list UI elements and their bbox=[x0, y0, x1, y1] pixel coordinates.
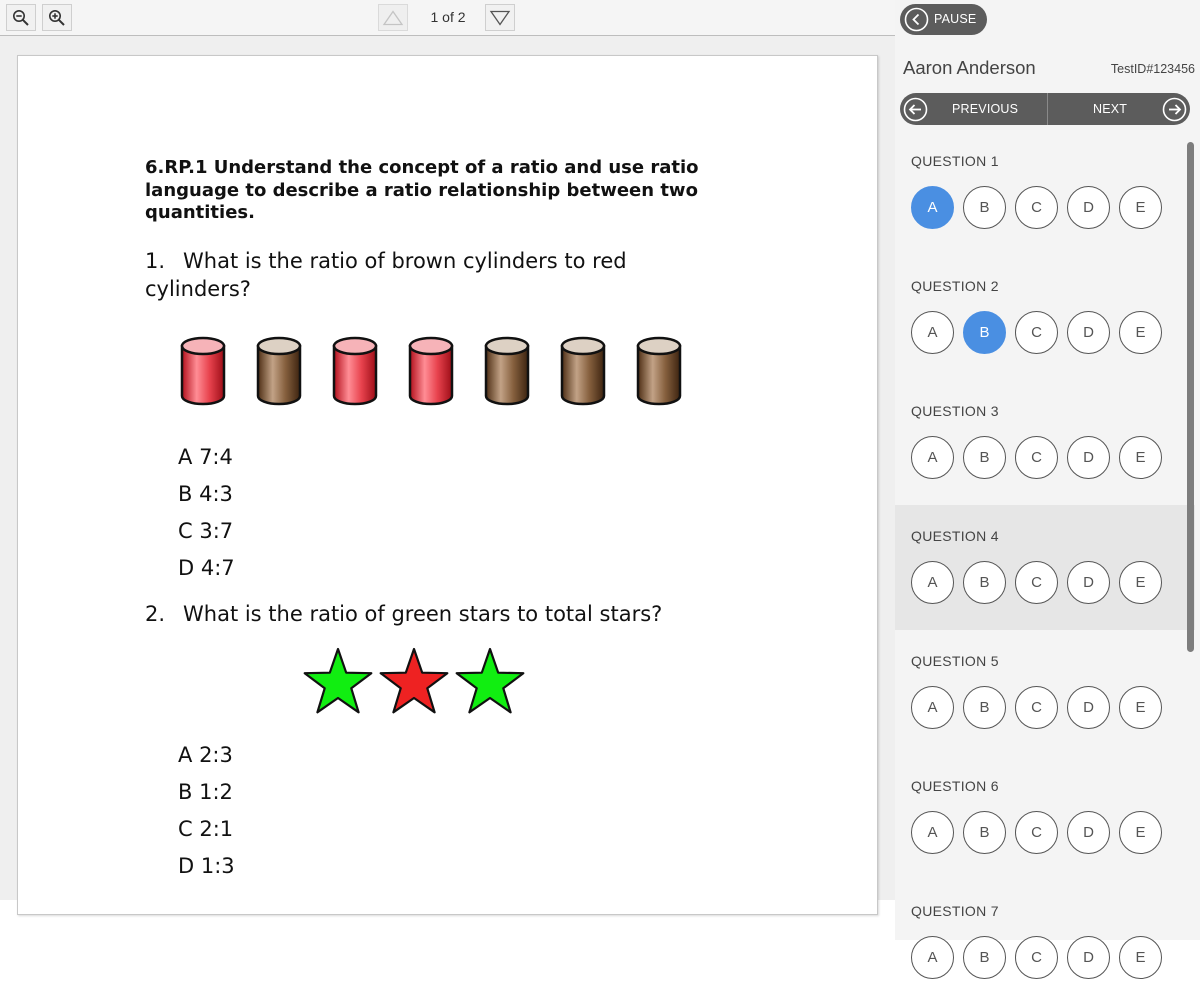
next-button[interactable] bbox=[1048, 93, 1190, 125]
answer-bubbles bbox=[911, 311, 1171, 354]
red-cylinder bbox=[182, 338, 224, 404]
answer-bubble[interactable]: B bbox=[963, 811, 1006, 854]
question-block bbox=[895, 380, 1195, 505]
option-value: 2:3 bbox=[199, 743, 233, 767]
option-letter: A bbox=[178, 445, 193, 469]
answer-bubble[interactable]: A bbox=[911, 561, 954, 604]
option-item bbox=[178, 737, 235, 774]
option-item bbox=[178, 848, 235, 885]
student-name: Aaron Anderson bbox=[903, 57, 1036, 78]
answer-bubble[interactable]: A bbox=[911, 186, 954, 229]
answer-bubble[interactable]: D bbox=[1067, 561, 1110, 604]
zoom-out-button[interactable] bbox=[6, 4, 36, 31]
question-block bbox=[895, 630, 1195, 755]
answer-panel bbox=[895, 0, 1200, 966]
panel-scrollbar[interactable] bbox=[1187, 142, 1194, 652]
option-letter: D bbox=[178, 556, 195, 580]
question-title: QUESTION 6 bbox=[911, 778, 999, 794]
answer-bubbles bbox=[911, 686, 1171, 729]
stars-figure bbox=[301, 647, 523, 717]
answer-bubble[interactable]: E bbox=[1119, 936, 1162, 979]
answer-bubble[interactable]: B bbox=[963, 186, 1006, 229]
previous-label: PREVIOUS bbox=[952, 102, 1019, 116]
chevron-left-icon bbox=[904, 7, 929, 32]
option-letter: B bbox=[178, 482, 193, 506]
question-number: 1. bbox=[145, 249, 166, 273]
viewer-toolbar bbox=[0, 0, 895, 36]
green-star bbox=[457, 649, 524, 712]
question-block bbox=[895, 505, 1195, 630]
answer-bubble[interactable]: A bbox=[911, 311, 954, 354]
answer-bubble[interactable]: D bbox=[1067, 811, 1110, 854]
question-2-options bbox=[178, 737, 235, 885]
zoom-out-icon bbox=[12, 9, 30, 27]
answer-bubble[interactable]: A bbox=[911, 936, 954, 979]
answer-bubble[interactable]: D bbox=[1067, 686, 1110, 729]
next-label: NEXT bbox=[1093, 102, 1128, 116]
answer-bubble[interactable]: A bbox=[911, 811, 954, 854]
question-block bbox=[895, 755, 1195, 880]
option-value: 1:2 bbox=[199, 780, 233, 804]
standard-heading: 6.RP.1 Understand the concept of a ratio and use ratio language to describe a ratio relationship between two quantities. bbox=[145, 157, 699, 223]
question-title: QUESTION 7 bbox=[911, 903, 999, 919]
test-id: TestID#123456 bbox=[1110, 62, 1195, 76]
question-title: QUESTION 5 bbox=[911, 653, 999, 669]
option-value: 4:7 bbox=[200, 556, 235, 580]
answer-bubble[interactable]: E bbox=[1119, 561, 1162, 604]
answer-bubble[interactable]: A bbox=[911, 686, 954, 729]
option-value: 3:7 bbox=[199, 519, 234, 543]
question-number: 2. bbox=[145, 602, 166, 626]
previous-page-button[interactable] bbox=[378, 4, 408, 31]
option-letter: D bbox=[178, 854, 195, 878]
question-block bbox=[895, 130, 1195, 255]
arrow-right-icon bbox=[1162, 97, 1187, 122]
answer-bubble[interactable]: E bbox=[1119, 186, 1162, 229]
answer-bubbles bbox=[911, 436, 1171, 479]
triangle-up-icon bbox=[383, 10, 403, 26]
question-nav-bar bbox=[900, 93, 1190, 125]
question-title: QUESTION 1 bbox=[911, 153, 999, 169]
option-value: 1:3 bbox=[200, 854, 235, 878]
answer-bubble[interactable]: C bbox=[1015, 936, 1058, 979]
option-item bbox=[178, 774, 235, 811]
option-item bbox=[178, 513, 235, 550]
answer-bubble[interactable]: D bbox=[1067, 436, 1110, 479]
document-page bbox=[17, 55, 878, 915]
option-item bbox=[178, 439, 235, 476]
option-letter: B bbox=[178, 780, 193, 804]
answer-bubble[interactable]: C bbox=[1015, 436, 1058, 479]
answer-bubble[interactable]: B bbox=[963, 561, 1006, 604]
brown-cylinder bbox=[258, 338, 300, 404]
triangle-down-icon bbox=[490, 10, 510, 26]
option-letter: A bbox=[178, 743, 193, 767]
answer-bubble[interactable]: A bbox=[911, 436, 954, 479]
brown-cylinder bbox=[638, 338, 680, 404]
answer-bubbles bbox=[911, 186, 1171, 229]
question-title: QUESTION 4 bbox=[911, 528, 999, 544]
option-value: 7:4 bbox=[199, 445, 233, 469]
arrow-left-icon bbox=[903, 97, 928, 122]
option-value: 4:3 bbox=[199, 482, 233, 506]
answer-bubble[interactable]: E bbox=[1119, 436, 1162, 479]
brown-cylinder bbox=[562, 338, 604, 404]
red-cylinder bbox=[410, 338, 452, 404]
previous-button[interactable] bbox=[900, 93, 1047, 125]
answer-bubble[interactable]: B bbox=[963, 311, 1006, 354]
answer-bubble[interactable]: B bbox=[963, 686, 1006, 729]
option-letter: C bbox=[178, 817, 193, 841]
answer-bubble[interactable]: C bbox=[1015, 186, 1058, 229]
pause-button[interactable] bbox=[900, 4, 987, 35]
answer-bubble[interactable]: C bbox=[1015, 686, 1058, 729]
answer-bubbles bbox=[911, 561, 1171, 604]
answer-bubble[interactable]: D bbox=[1067, 186, 1110, 229]
zoom-in-icon bbox=[48, 9, 66, 27]
answer-bubble[interactable]: C bbox=[1015, 311, 1058, 354]
option-letter: C bbox=[178, 519, 193, 543]
option-item bbox=[178, 476, 235, 513]
option-item bbox=[178, 811, 235, 848]
question-title: QUESTION 3 bbox=[911, 403, 999, 419]
answer-bubble[interactable]: C bbox=[1015, 561, 1058, 604]
cylinders-figure bbox=[178, 336, 688, 408]
question-title: QUESTION 2 bbox=[911, 278, 999, 294]
answer-bubble[interactable]: B bbox=[963, 436, 1006, 479]
zoom-in-button[interactable] bbox=[42, 4, 72, 31]
question-list bbox=[895, 130, 1195, 966]
question-1-options bbox=[178, 439, 235, 587]
answer-bubbles bbox=[911, 811, 1171, 854]
question-prompt: What is the ratio of green stars to total stars? bbox=[183, 602, 663, 626]
question-block bbox=[895, 255, 1195, 380]
answer-bubble[interactable]: B bbox=[963, 936, 1006, 979]
answer-bubble[interactable]: D bbox=[1067, 936, 1110, 979]
green-star bbox=[305, 649, 372, 712]
pause-label: PAUSE bbox=[934, 12, 977, 26]
red-star bbox=[381, 649, 448, 712]
answer-bubble[interactable]: E bbox=[1119, 686, 1162, 729]
next-page-button[interactable] bbox=[485, 4, 515, 31]
answer-bubble[interactable]: C bbox=[1015, 811, 1058, 854]
question-2-text bbox=[145, 600, 705, 628]
red-cylinder bbox=[334, 338, 376, 404]
option-value: 2:1 bbox=[199, 817, 234, 841]
question-block bbox=[895, 880, 1195, 1005]
brown-cylinder bbox=[486, 338, 528, 404]
question-prompt: What is the ratio of brown cylinders to red cylinders? bbox=[145, 249, 627, 301]
option-item bbox=[178, 550, 235, 587]
answer-bubbles bbox=[911, 936, 1171, 979]
answer-bubble[interactable]: E bbox=[1119, 311, 1162, 354]
question-1-text bbox=[145, 247, 705, 303]
answer-bubble[interactable]: E bbox=[1119, 811, 1162, 854]
answer-bubble[interactable]: D bbox=[1067, 311, 1110, 354]
page-indicator: 1 of 2 bbox=[430, 9, 466, 25]
